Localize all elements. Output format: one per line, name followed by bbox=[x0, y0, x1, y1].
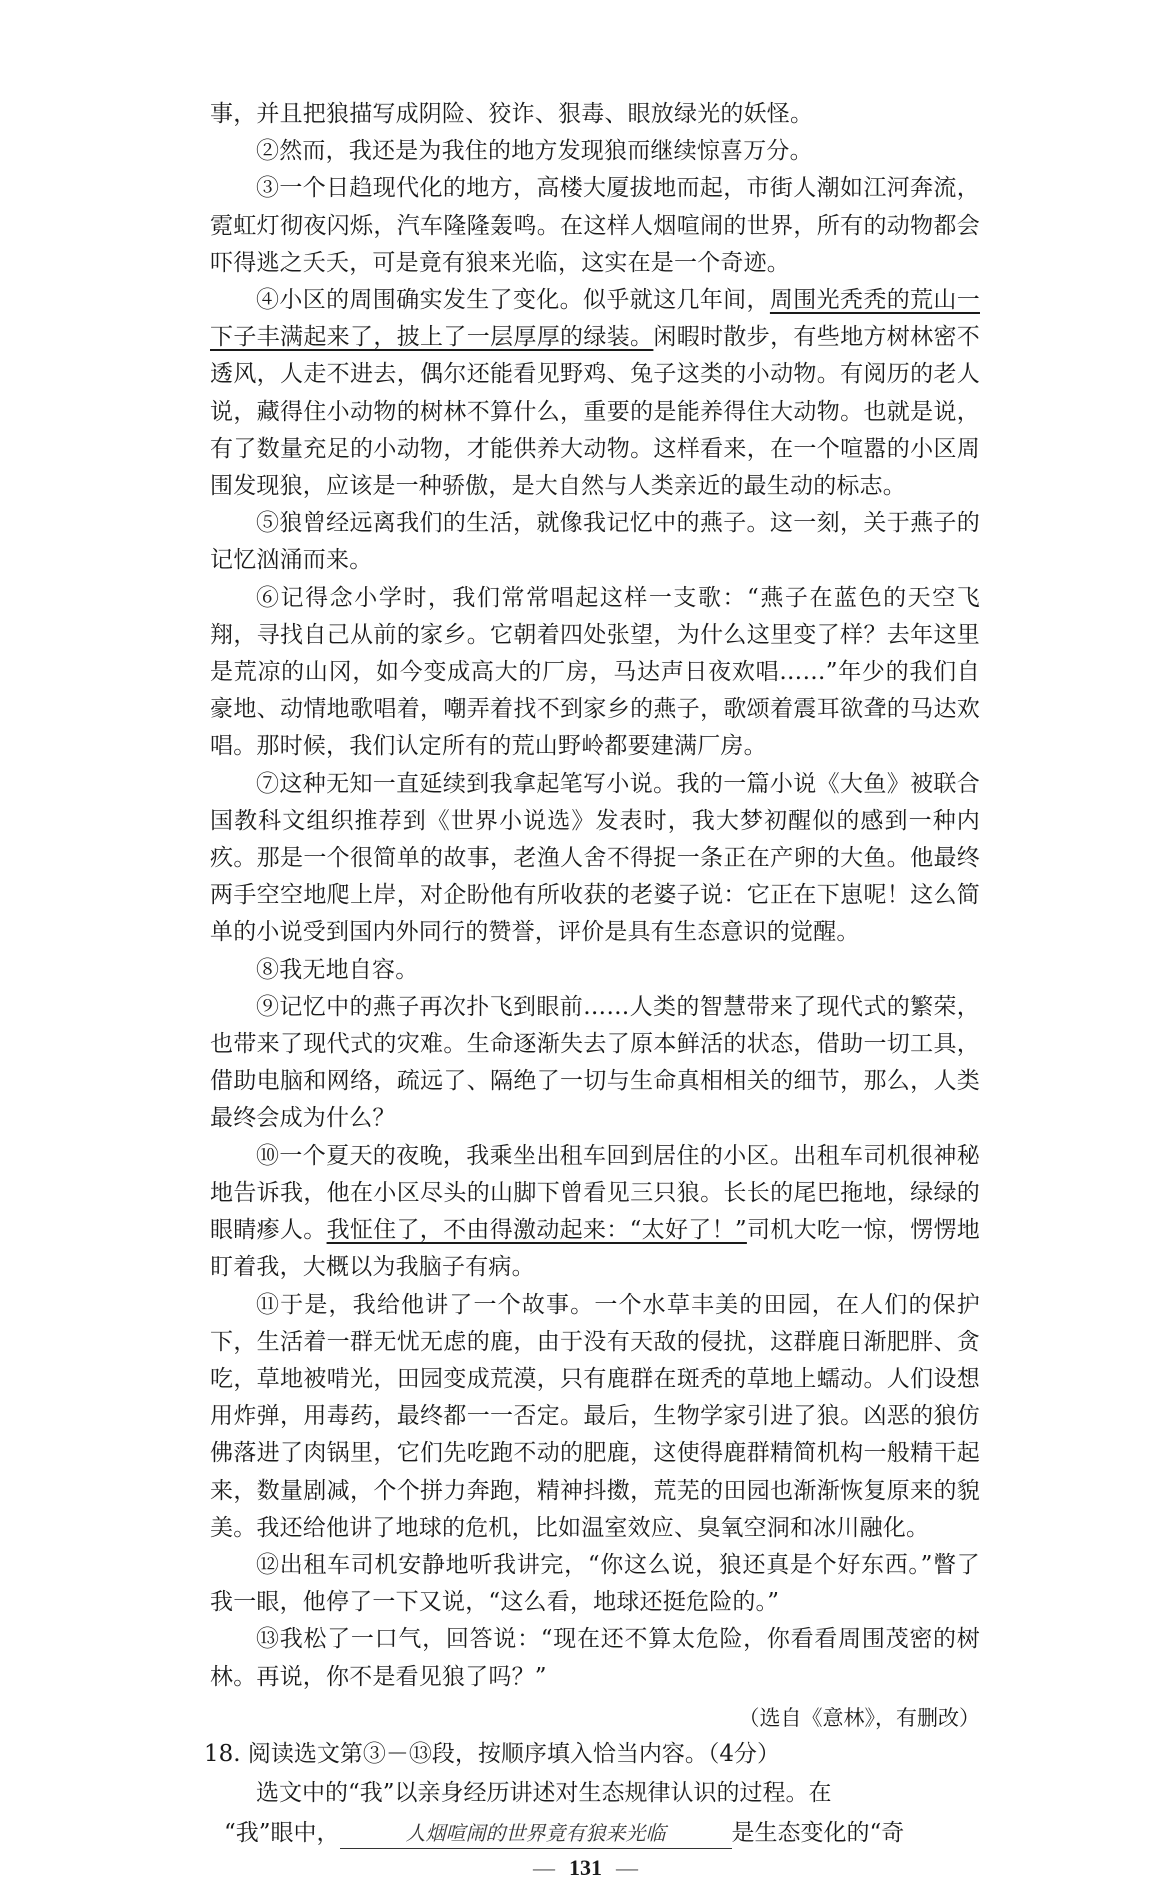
paragraph-8: ⑧我无地自容。 bbox=[256, 956, 419, 983]
paragraph-10 bbox=[210, 1138, 980, 1287]
footer-dash-right: — bbox=[616, 1855, 638, 1880]
question-18-line-1: 选文中的“我”以亲身经历讲述对生态规律认识的过程。在 bbox=[256, 1779, 832, 1806]
question-18: 18. 阅读选文第③－⑬段，按顺序填入恰当内容。（4分） bbox=[204, 1740, 781, 1767]
paragraph-11: ⑪于是，我给他讲了一个故事。一个水草丰美的田园，在人们的保护下，生活着一群无忧无虑的鹿，由于没有天敌的侵扰，这群鹿日渐肥胖、贪吃，草地被啃光，田园变成荒漠，只有鹿群在斑秃的草地上蠕动。人们设想用炸弹，用毒药，最终都一一否定。最后，生物学家引进了狼。凶恶的狼仿佛落进了肉锅里，它们先吃跑不动的肥鹿，这使得鹿群精简机构一般精干起来，数量剧减，个个拼力奔跑，精神抖擞，荒芜的田园也渐渐恢复原来的貌美。我还给他讲了地球的危机，比如温室效应、臭氧空洞和冰川融化。 bbox=[210, 1291, 980, 1541]
page-number: 131 bbox=[569, 1855, 602, 1880]
paragraph-13: ⑬我松了一口气，回答说：“现在还不算太危险，你看看周围茂密的树林。再说，你不是看见狼了吗？” bbox=[210, 1626, 980, 1690]
paragraph-4-end: 闲暇时散步，有些地方树林密不透风，人走不进去，偶尔还能看见野鸡、兔子这类的小动物。有阅历的老人说，藏得住小动物的树林不算什么，重要的是能养得住大动物。也就是说，有了数量充足的小动物，才能供养大动物。这样看来，在一个喧嚣的小区周围发现狼，应该是一种骄傲，是大自然与人类亲近的最生动的标志。 bbox=[210, 324, 980, 500]
paragraph-4-underlined-sentence: 周围光秃秃的荒山一下子丰满起来了，披上了一层厚厚的绿装。 bbox=[210, 287, 980, 351]
footer-dash-left: — bbox=[533, 1855, 555, 1880]
paragraph-4 bbox=[210, 282, 980, 505]
paragraph-10-end: 司机大吃一惊，愣愣地盯着我，大概以为我脑子有病。 bbox=[210, 1217, 981, 1281]
source-citation: （选自《意林》，有删改） bbox=[738, 1705, 980, 1730]
paragraph-10-start: ⑩一个夏天的夜晚，我乘坐出租车回到居住的小区。出租车司机很神秘地告诉我，他在小区尽头的山脚下曾看见三只狼。长长的尾巴拖地，绿绿的眼睛瘆人。 bbox=[210, 1142, 980, 1244]
paragraph-5: ⑤狼曾经远离我们的生活，就像我记忆中的燕子。这一刻，关于燕子的记忆汹涌而来。 bbox=[210, 510, 980, 574]
paragraph-2: ②然而，我还是为我住的地方发现狼而继续惊喜万分。 bbox=[256, 138, 813, 165]
question-18-line-2-start: “我”眼中， bbox=[224, 1819, 340, 1846]
paragraph-12: ⑫出租车司机安静地听我讲完，“你这么说，狼还真是个好东西。”瞥了我一眼，他停了一下又说，“这么看，地球还挺危险的。” bbox=[210, 1551, 980, 1616]
paragraph-7: ⑦这种无知一直延续到我拿起笔写小说。我的一篇小说《大鱼》被联合国教科文组织推荐到《世界小说选》发表时，我大梦初醒似的感到一种内疚。那是一个很简单的故事，老渔人舍不得捉一条正在产卵的大鱼。他最终两手空空地爬上岸，对企盼他有所收获的老婆子说：它正在下崽呢！这么简单的小说受到国内外同行的赞誉，评价是具有生态意识的觉醒。 bbox=[210, 770, 980, 946]
question-18-line-2 bbox=[224, 1813, 980, 1853]
paragraph-9: ⑨记忆中的燕子再次扑飞到眼前……人类的智慧带来了现代式的繁荣，也带来了现代式的灾难。生命逐渐失去了原本鲜活的状态，借助一切工具，借助电脑和网络，疏远了、隔绝了一切与生命真相相关的细节，那么，人类最终会成为什么？ bbox=[210, 993, 980, 1132]
handwritten-answer-blank[interactable]: 人烟喧闹的世界竟有狼来光临 bbox=[340, 1818, 732, 1849]
document-body bbox=[204, 96, 981, 1853]
paragraph-continued: 事，并且把狼描写成阴险、狡诈、狠毒、眼放绿光的妖怪。 bbox=[210, 101, 814, 127]
paragraph-10-underlined-sentence: 我怔住了，不由得激动起来：“太好了！” bbox=[326, 1217, 747, 1244]
page-number-footer bbox=[0, 1855, 1171, 1881]
question-18-line-2-end: 是生态变化的“奇 bbox=[731, 1819, 905, 1846]
paragraph-4-start: ④小区的周围确实发生了变化。似乎就这几年间， bbox=[256, 287, 770, 314]
paragraph-3: ③一个日趋现代化的地方，高楼大厦拔地而起，市街人潮如江河奔流，霓虹灯彻夜闪烁，汽车隆隆轰鸣。在这样人烟喧闹的世界，所有的动物都会吓得逃之夭夭，可是竟有狼来光临，这实在是一个奇迹。 bbox=[210, 175, 980, 276]
paragraph-6: ⑥记得念小学时，我们常常唱起这样一支歌：“燕子在蓝色的天空飞翔，寻找自己从前的家乡。它朝着四处张望，为什么这里变了样？去年这里是荒凉的山冈，如今变成高大的厂房，马达声日夜欢唱……”年少的我们自豪地、动情地歌唱着，嘲弄着找不到家乡的燕子，歌颂着震耳欲聋的马达欢唱。那时候，我们认定所有的荒山野岭都要建满厂房。 bbox=[210, 584, 980, 760]
